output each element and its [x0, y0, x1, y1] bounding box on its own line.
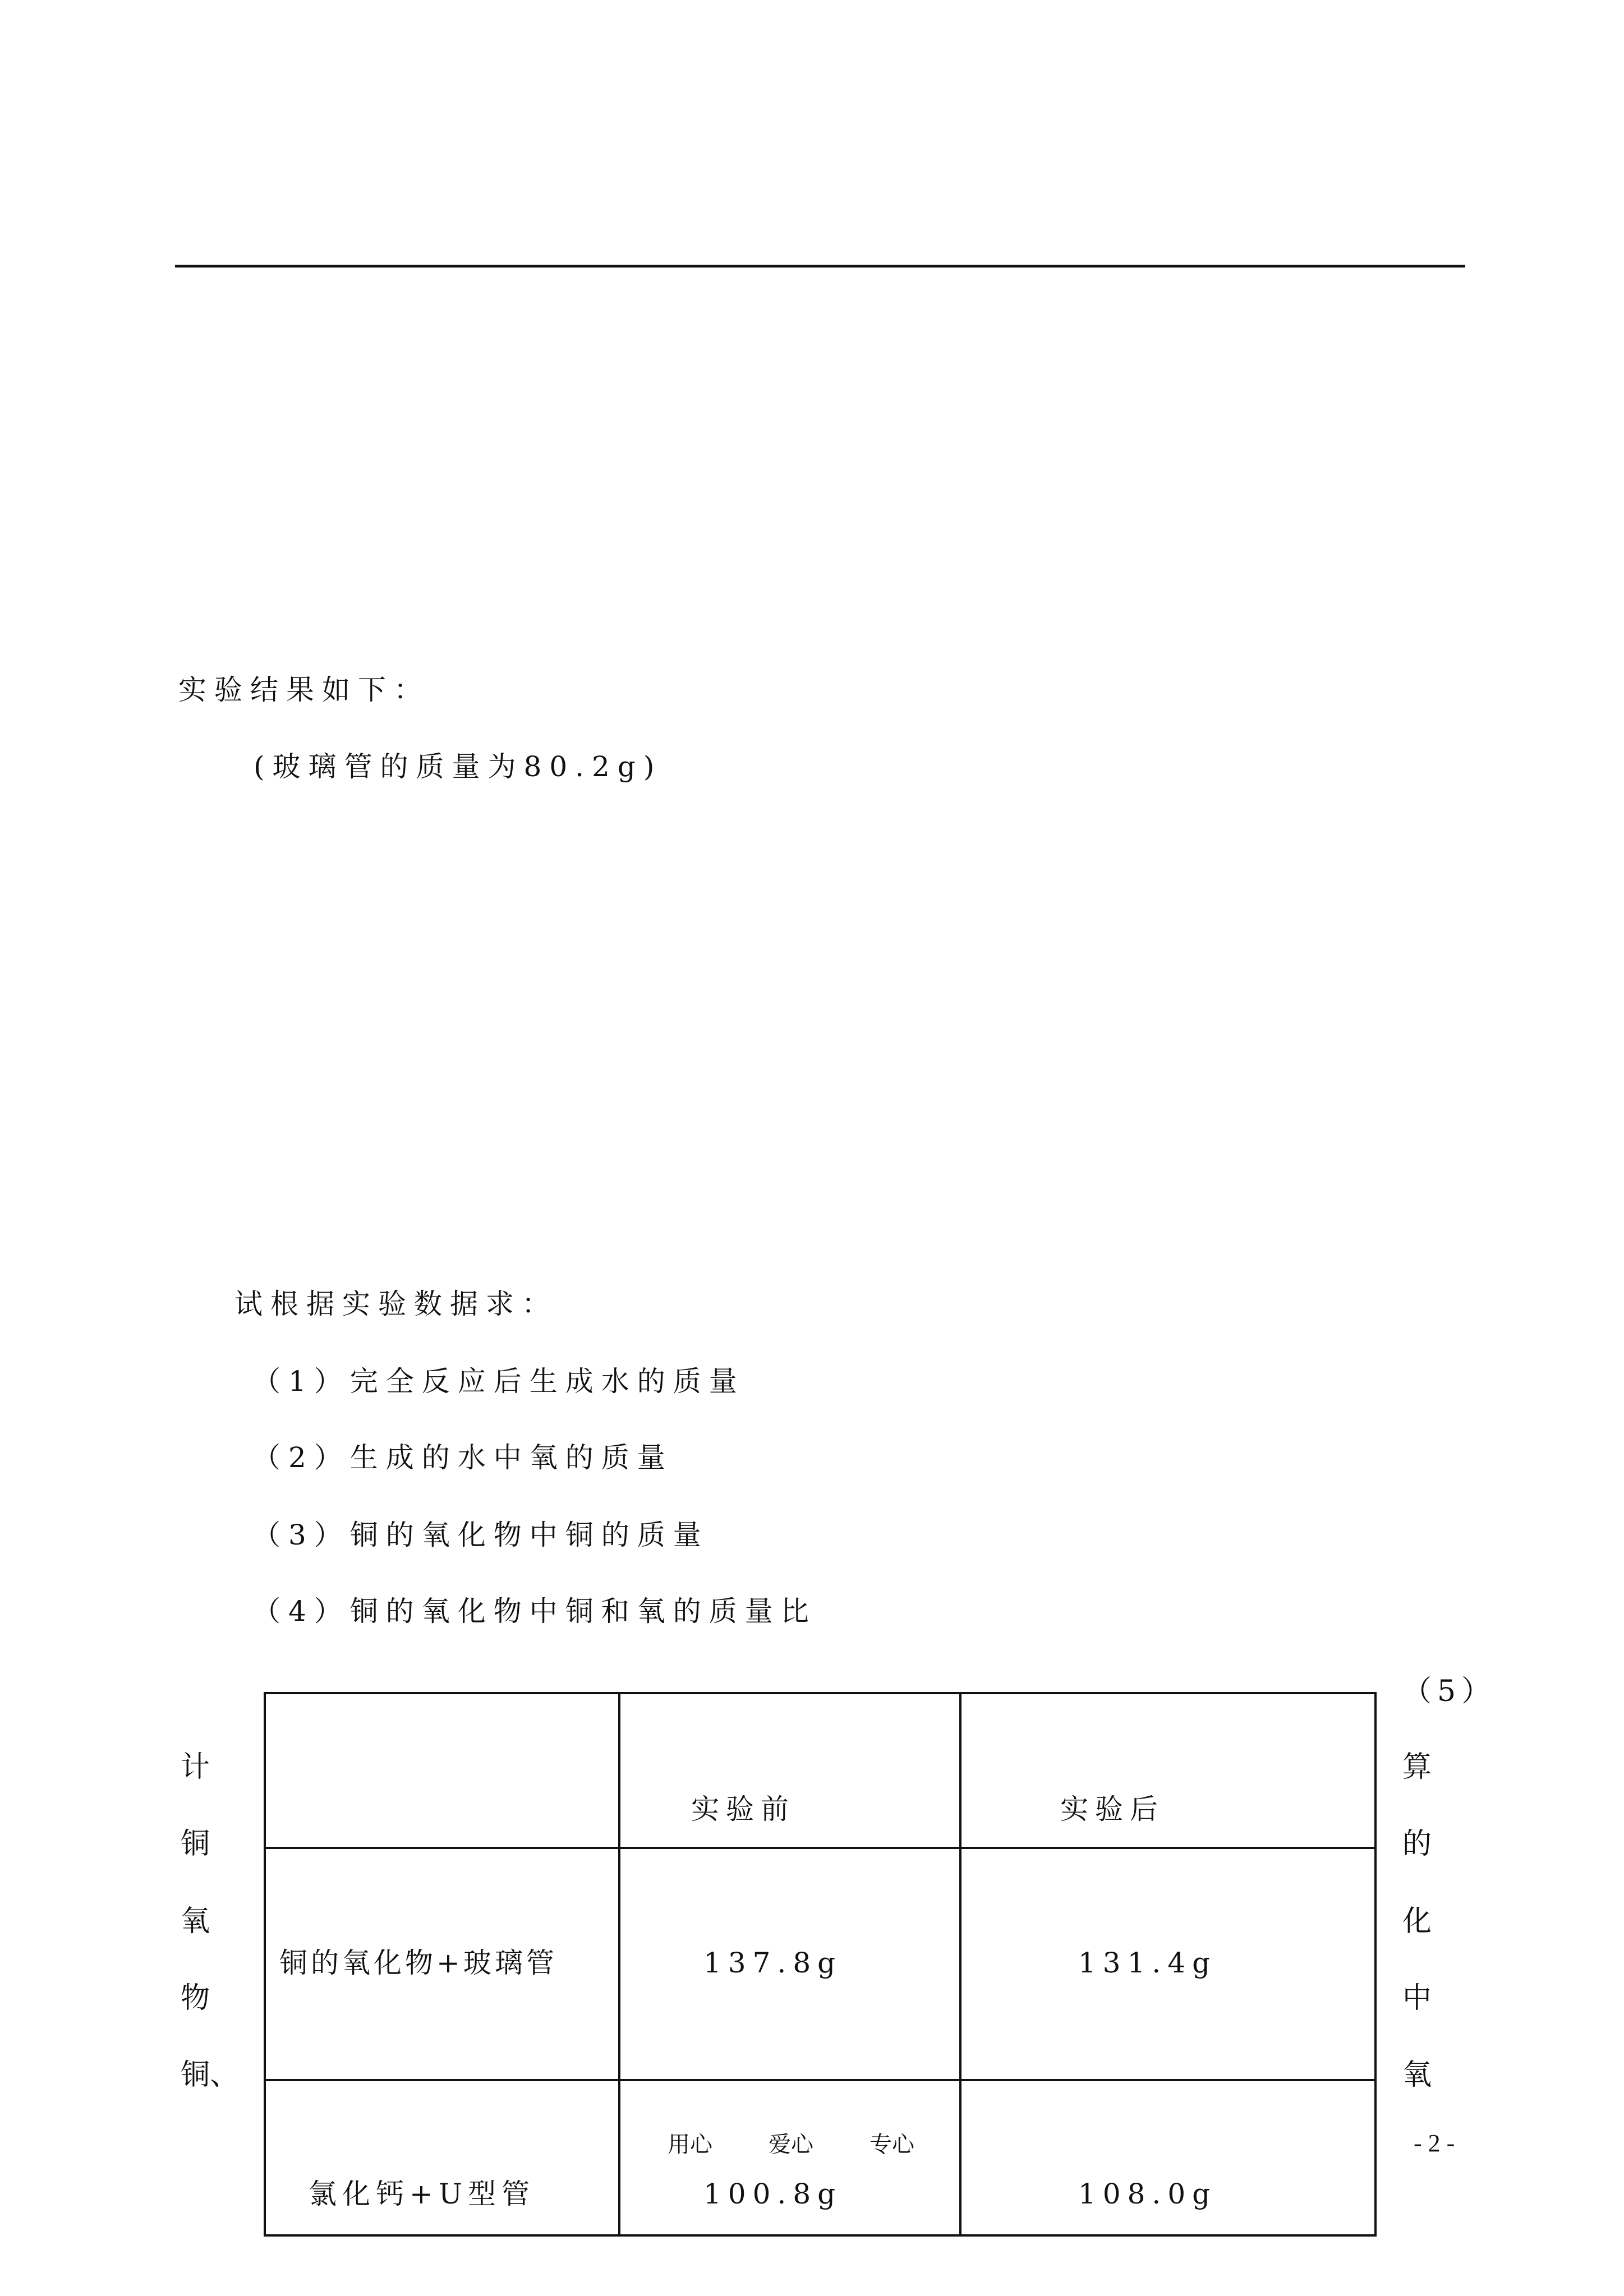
results-heading: 实验结果如下： — [178, 674, 430, 706]
table-row-label: 铜的氧化物+玻璃管 — [279, 1947, 558, 1979]
page-number: - 2 - — [1414, 2129, 1455, 2157]
question-1: （1）完全反应后生成水的质量 — [252, 1365, 745, 1398]
table-cell-after: 131.4g — [1078, 1947, 1217, 1979]
side-right-char: 氧 — [1402, 2058, 1432, 2092]
glass-tube-note: (玻璃管的质量为80.2g) — [254, 750, 663, 783]
footer-motto: 用心 — [668, 2132, 712, 2157]
table-row-label: 氯化钙+U型管 — [309, 2178, 536, 2210]
table-header-before: 实验前 — [691, 1793, 795, 1825]
header-rule — [175, 265, 1465, 268]
experiment-data-table — [264, 1692, 1377, 2237]
side-right-char: 化 — [1402, 1905, 1432, 1938]
question-5-number: （5） — [1402, 1675, 1497, 1708]
side-right-char: 的 — [1402, 1827, 1432, 1861]
questions-lead: 试根据实验数据求： — [234, 1288, 558, 1320]
table-cell-before: 100.8g — [703, 2178, 843, 2210]
table-cell-before: 137.8g — [703, 1947, 843, 1979]
footer-motto: 专心 — [869, 2132, 914, 2157]
table-column-divider — [618, 1694, 620, 2234]
question-4: （4）铜的氧化物中铜和氧的质量比 — [252, 1595, 817, 1628]
table-row-divider — [266, 1847, 1374, 1849]
side-left-char: 铜、 — [181, 2058, 240, 2092]
side-right-char: 中 — [1402, 1981, 1432, 2015]
side-right-char: 算 — [1402, 1750, 1432, 1784]
question-3: （3）铜的氧化物中铜的质量 — [252, 1519, 709, 1551]
table-cell-after: 108.0g — [1078, 2178, 1217, 2210]
footer-motto: 爱心 — [769, 2132, 813, 2157]
table-column-divider — [959, 1694, 961, 2234]
table-row-divider — [266, 2079, 1374, 2081]
question-2: （2）生成的水中氧的质量 — [252, 1441, 673, 1474]
side-left-char: 计 — [181, 1750, 210, 1784]
side-left-char: 氧 — [181, 1905, 210, 1938]
side-left-char: 物 — [181, 1981, 210, 2015]
side-left-char: 铜 — [181, 1827, 210, 1861]
table-header-after: 实验后 — [1060, 1793, 1165, 1825]
